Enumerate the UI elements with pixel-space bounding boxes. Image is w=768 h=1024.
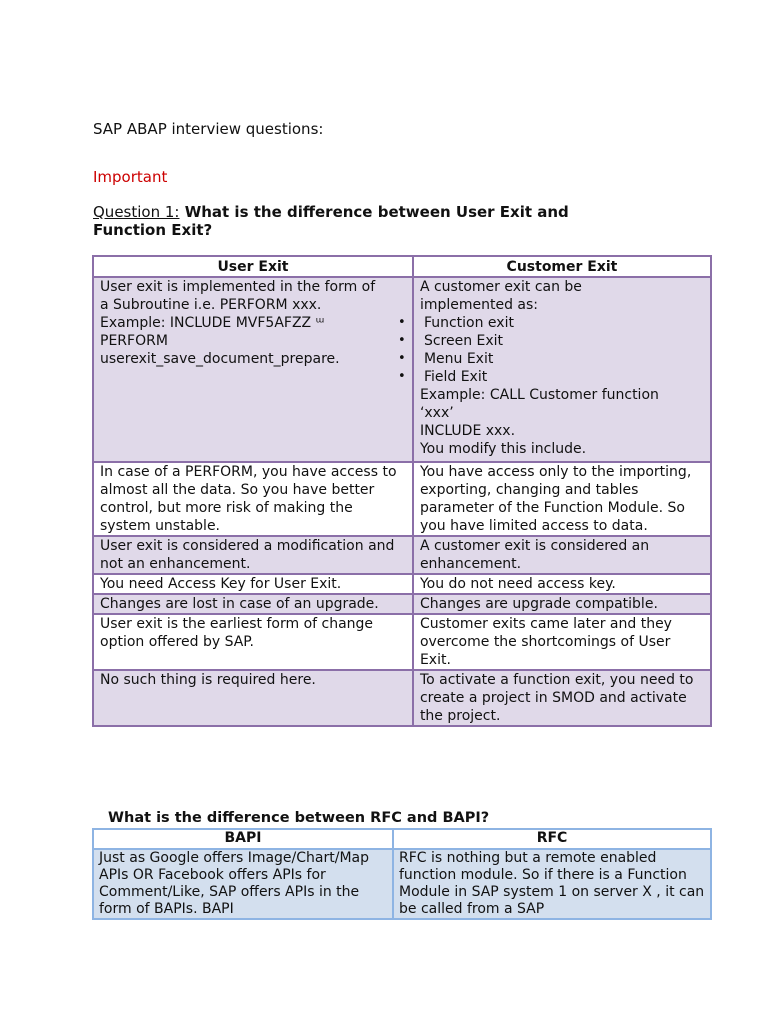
table-row [93,849,711,919]
question-1-label: Question 1: [93,203,180,221]
table-row [93,462,711,536]
cell-line: ‘xxx’ [419,405,454,421]
table-cell: RFC is nothing but a remote enabled function module. So if there is a Function Module in SAP system 1 on server X , it can be called from a SAP [393,849,711,919]
table-cell [413,277,711,462]
table-row [93,277,711,462]
list-item: • Field Exit [420,368,704,386]
table-cell: No such thing is required here. [93,670,413,726]
table-cell: User exit is considered a modification and not an enhancement. [93,536,413,574]
list-item: • Screen Exit [420,332,704,350]
table-cell: Changes are upgrade compatible. [413,594,711,614]
exit-type-list [420,314,704,386]
table-cell: You need Access Key for User Exit. [93,574,413,594]
cell-line: You modify this include. [419,441,587,457]
table-row [93,614,711,670]
table-cell: A customer exit is considered an enhancement. [413,536,711,574]
cell-line: A customer exit can be [419,279,582,295]
table-cell: Customer exits came later and they overcome the shortcomings of User Exit. [413,614,711,670]
question-2: What is the difference between RFC and BAPI? [108,810,490,826]
user-exit-vs-customer-exit-table [92,255,712,727]
column-header-rfc: RFC [393,829,711,849]
table-cell [93,277,413,462]
page-title: SAP ABAP interview questions: [93,120,324,138]
cell-line: Example: CALL Customer function [419,387,659,403]
table-cell: To activate a function exit, you need to create a project in SMOD and activate the project. [413,670,711,726]
question-1 [93,203,633,239]
cell-line: Example: INCLUDE MVF5AFZZ ᵚ [100,315,325,331]
cell-line: a Subroutine i.e. PERFORM xxx. [100,297,322,313]
cell-line: userexit_save_document_prepare. [100,351,340,367]
table-header-row [93,829,711,849]
table-cell: User exit is the earliest form of change option offered by SAP. [93,614,413,670]
question-1-text: What is the difference between User Exit and Function Exit? [93,203,569,239]
table-row [93,594,711,614]
column-header-user-exit: User Exit [93,256,413,277]
list-item: • Function exit [420,314,704,332]
column-header-bapi: BAPI [93,829,393,849]
table-cell: You do not need access key. [413,574,711,594]
column-header-customer-exit: Customer Exit [413,256,711,277]
cell-line: User exit is implemented in the form of [100,279,376,295]
important-heading: Important [93,168,168,186]
table-cell: Changes are lost in case of an upgrade. [93,594,413,614]
table-header-row [93,256,711,277]
bapi-vs-rfc-table [92,828,712,920]
cell-line: INCLUDE xxx. [419,423,516,439]
list-item: • Menu Exit [420,350,704,368]
table-row [93,536,711,574]
cell-line: PERFORM [100,333,168,349]
table-row [93,670,711,726]
table-row [93,574,711,594]
table-cell: In case of a PERFORM, you have access to almost all the data. So you have better control, but more risk of making the system unstable. [93,462,413,536]
table-cell: You have access only to the importing, exporting, changing and tables parameter of the Function Module. So you have limited access to data. [413,462,711,536]
cell-line: implemented as: [419,297,539,313]
table-cell: Just as Google offers Image/Chart/Map APIs OR Facebook offers APIs for Comment/Like, SAP offers APIs in the form of BAPIs. BAPI [93,849,393,919]
